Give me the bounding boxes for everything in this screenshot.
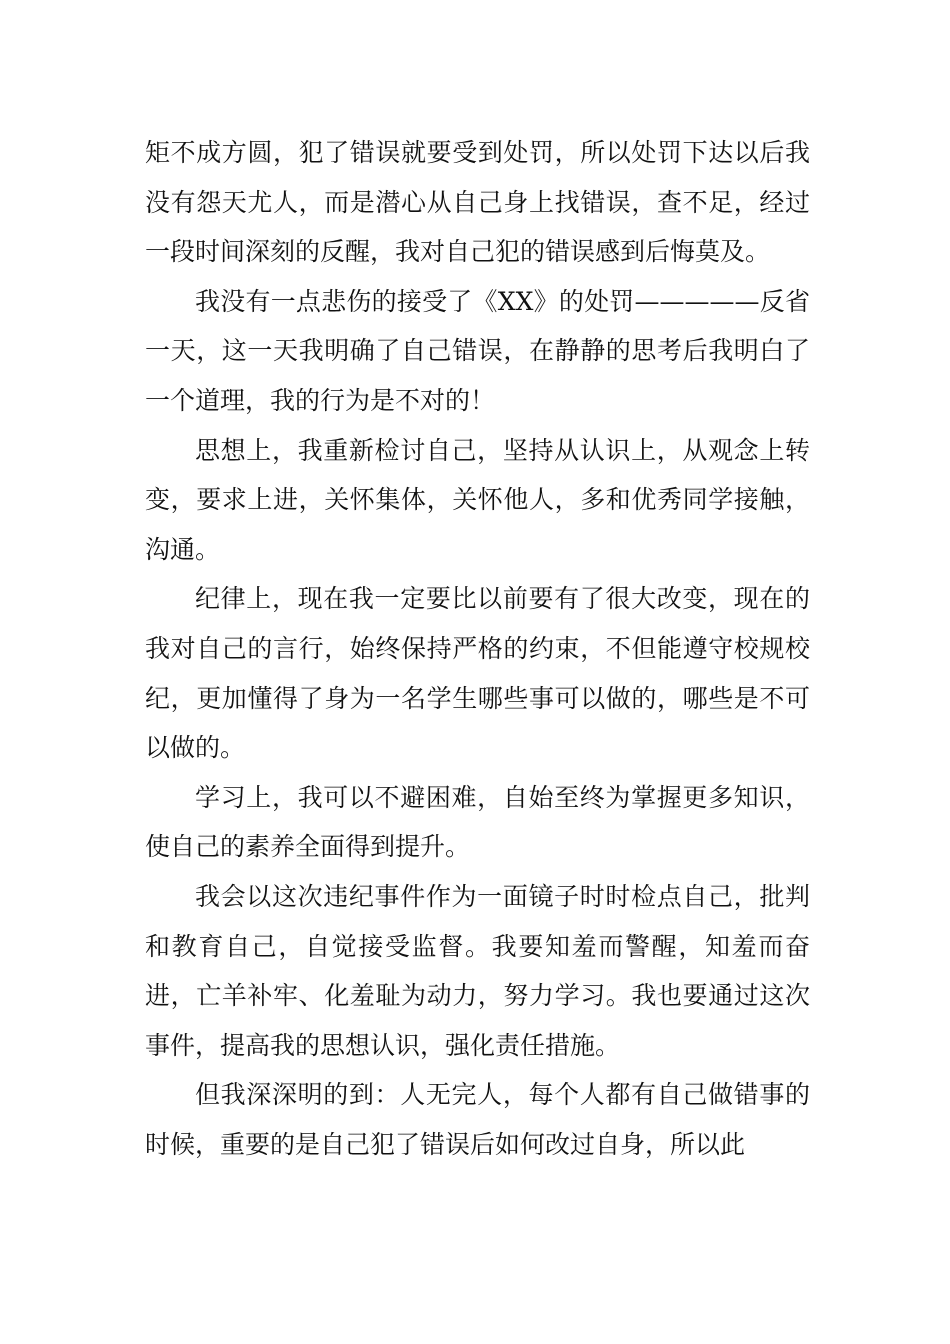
paragraph-5: 学习上，我可以不避困难，自始至终为掌握更多知识，使自己的素养全面得到提升。 [145, 782, 810, 862]
paragraph-4: 纪律上，现在我一定要比以前要有了很大改变，现在的我对自己的言行，始终保持严格的约束，不但能遵守校规校纪，更加懂得了身为一名学生哪些事可以做的，哪些是不可以做的。 [145, 584, 810, 763]
paragraph-2: 我没有一点悲伤的接受了《XX》的处罚—————反省一天，这一天我明确了自己错误，在静静的思考后我明白了一个道理，我的行为是不对的！ [145, 286, 810, 415]
paragraph-1: 矩不成方圆，犯了错误就要受到处罚，所以处罚下达以后我没有怨天尤人，而是潜心从自己身上找错误，查不足，经过一段时间深刻的反醒，我对自己犯的错误感到后悔莫及。 [145, 138, 810, 267]
paragraph-7: 但我深深明的到：人无完人，每个人都有自己做错事的时候，重要的是自己犯了错误后如何改过自身，所以此 [145, 1080, 810, 1159]
paragraph-3: 思想上，我重新检讨自己，坚持从认识上，从观念上转变，要求上进，关怀集体，关怀他人，多和优秀同学接触，沟通。 [145, 435, 810, 564]
paragraph-6: 我会以这次违纪事件作为一面镜子时时检点自己，批判和教育自己，自觉接受监督。我要知羞而警醒，知羞而奋进，亡羊补牢、化羞耻为动力，努力学习。我也要通过这次事件，提高我的思想认识，强化责任措施。 [145, 881, 810, 1060]
document-body [145, 128, 810, 1169]
